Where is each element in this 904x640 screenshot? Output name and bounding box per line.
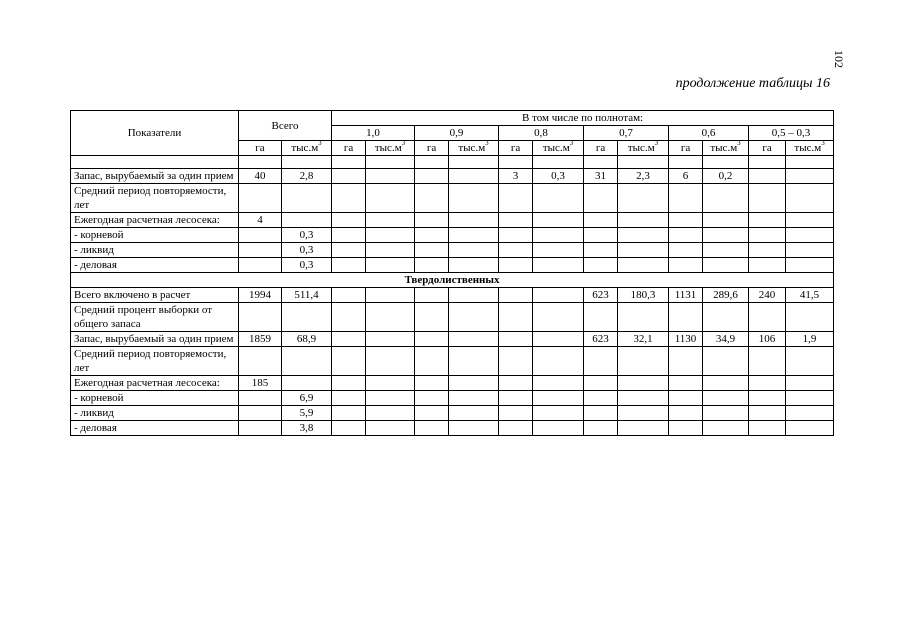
density-header: 0,8: [499, 126, 584, 141]
forest-table: [70, 110, 834, 436]
table-cell: [449, 184, 499, 213]
table-cell: [366, 213, 415, 228]
table-cell: [282, 184, 332, 213]
unit-thousand-m3-header: [703, 141, 749, 156]
table-cell: [786, 391, 834, 406]
table-cell: [584, 213, 618, 228]
table-cell: [282, 213, 332, 228]
table-cell: [415, 406, 449, 421]
table-cell: [499, 228, 533, 243]
unit-ha-header: га: [584, 141, 618, 156]
table-cell: [449, 391, 499, 406]
table-cell: [239, 347, 282, 376]
table-row: [71, 406, 834, 421]
table-cell: [366, 391, 415, 406]
table-cell: [366, 184, 415, 213]
empty-cell: [703, 156, 749, 169]
table-cell: [332, 421, 366, 436]
table-cell: [703, 228, 749, 243]
table-cell: [669, 421, 703, 436]
table-cell: [239, 391, 282, 406]
table-cell: [332, 228, 366, 243]
table-cell: [749, 303, 786, 332]
row-label: - ликвид: [71, 406, 239, 421]
table-cell: [618, 228, 669, 243]
table-row: [71, 421, 834, 436]
table-cell: [415, 243, 449, 258]
unit-superscript: 3: [401, 140, 406, 147]
unit-ha-header: га: [332, 141, 366, 156]
table-cell: [703, 347, 749, 376]
table-cell: [533, 184, 584, 213]
table-cell: [618, 243, 669, 258]
table-cell: [786, 258, 834, 273]
table-cell: [366, 376, 415, 391]
spacer-row: [71, 156, 834, 169]
table-cell: [449, 169, 499, 184]
table-cell: [239, 184, 282, 213]
table-cell: [449, 332, 499, 347]
table-cell: [533, 258, 584, 273]
table-cell: [239, 406, 282, 421]
empty-cell: [449, 156, 499, 169]
table-cell: [366, 421, 415, 436]
table-cell: [449, 376, 499, 391]
table-cell: [618, 347, 669, 376]
table-body: [71, 156, 834, 436]
density-header: 0,9: [415, 126, 499, 141]
table-cell: [786, 184, 834, 213]
empty-cell: [584, 156, 618, 169]
unit-base: тыс.м: [374, 142, 402, 154]
table-cell: 106: [749, 332, 786, 347]
table-cell: [533, 347, 584, 376]
row-label: - деловая: [71, 421, 239, 436]
unit-base: тыс.м: [458, 142, 486, 154]
table-cell: [282, 303, 332, 332]
table-cell: [749, 243, 786, 258]
table-cell: [332, 391, 366, 406]
table-cell: 623: [584, 332, 618, 347]
section-title: Твердолиственных: [71, 273, 834, 288]
table-cell: 0,2: [703, 169, 749, 184]
unit-ha-header: га: [499, 141, 533, 156]
table-row: [71, 332, 834, 347]
table-cell: [282, 376, 332, 391]
table-cell: [415, 228, 449, 243]
table-cell: [786, 406, 834, 421]
table-cell: [449, 421, 499, 436]
table-cell: [239, 421, 282, 436]
header-including: В том числе по полнотам:: [332, 111, 834, 126]
table-cell: [749, 184, 786, 213]
table-cell: 1994: [239, 288, 282, 303]
table-cell: [533, 228, 584, 243]
table-cell: 511,4: [282, 288, 332, 303]
table-cell: [533, 332, 584, 347]
unit-thousand-m3-header: [282, 141, 332, 156]
table-cell: [499, 347, 533, 376]
table-cell: [786, 169, 834, 184]
page-number: 102: [832, 50, 846, 68]
unit-thousand-m3-header: [533, 141, 584, 156]
table-cell: [749, 169, 786, 184]
table-cell: [332, 288, 366, 303]
row-label: Всего включено в расчет: [71, 288, 239, 303]
table-cell: 1131: [669, 288, 703, 303]
table-cell: 0,3: [282, 228, 332, 243]
table-cell: [533, 391, 584, 406]
empty-cell: [332, 156, 366, 169]
unit-superscript: 3: [569, 140, 574, 147]
table-cell: [749, 376, 786, 391]
table-cell: [449, 213, 499, 228]
table-cell: [703, 258, 749, 273]
unit-superscript: 3: [821, 140, 825, 147]
table-cell: [786, 347, 834, 376]
table-cell: [415, 347, 449, 376]
table-row: [71, 391, 834, 406]
table-cell: [703, 406, 749, 421]
table-cell: [703, 376, 749, 391]
table-cell: [584, 406, 618, 421]
empty-cell: [415, 156, 449, 169]
table-cell: [332, 303, 366, 332]
table-cell: [415, 258, 449, 273]
table-cell: [499, 303, 533, 332]
table-cell: [366, 243, 415, 258]
table-cell: [449, 243, 499, 258]
table-cell: [669, 303, 703, 332]
table-cell: [332, 184, 366, 213]
unit-ha-header: га: [415, 141, 449, 156]
row-label: Запас, вырубаемый за один прием: [71, 169, 239, 184]
table-cell: [415, 169, 449, 184]
table-row: [71, 258, 834, 273]
table-cell: [786, 228, 834, 243]
table-cell: [499, 406, 533, 421]
table-cell: [366, 332, 415, 347]
table-cell: [618, 213, 669, 228]
table-cell: 0,3: [282, 243, 332, 258]
table-cell: [239, 258, 282, 273]
table-cell: [499, 258, 533, 273]
table-cell: [449, 406, 499, 421]
table-cell: 32,1: [618, 332, 669, 347]
table-cell: [703, 213, 749, 228]
table-cell: [703, 184, 749, 213]
empty-cell: [239, 156, 282, 169]
unit-base: тыс.м: [794, 142, 822, 154]
table-cell: [499, 184, 533, 213]
table-cell: [669, 213, 703, 228]
table-cell: 40: [239, 169, 282, 184]
table-cell: [669, 347, 703, 376]
table-row: [71, 213, 834, 228]
table-cell: [749, 228, 786, 243]
table-cell: [366, 303, 415, 332]
table-cell: 41,5: [786, 288, 834, 303]
row-label: Ежегодная расчетная лесосека:: [71, 376, 239, 391]
table-row: [71, 376, 834, 391]
table-cell: [786, 303, 834, 332]
table-cell: [618, 421, 669, 436]
table-cell: 2,3: [618, 169, 669, 184]
table-cell: [366, 288, 415, 303]
unit-base: тыс.м: [627, 142, 655, 154]
table-cell: [332, 213, 366, 228]
table-cell: 1130: [669, 332, 703, 347]
table-cell: [584, 228, 618, 243]
table-cell: 6: [669, 169, 703, 184]
row-label: Ежегодная расчетная лесосека:: [71, 213, 239, 228]
table-cell: [449, 228, 499, 243]
unit-thousand-m3-header: [366, 141, 415, 156]
density-header: 0,7: [584, 126, 669, 141]
empty-cell: [786, 156, 834, 169]
table-cell: [366, 228, 415, 243]
table-row: [71, 303, 834, 332]
empty-cell: [749, 156, 786, 169]
table-cell: [786, 421, 834, 436]
row-label: Средний период повторяемости, лет: [71, 347, 239, 376]
table-cell: [584, 421, 618, 436]
empty-cell: [669, 156, 703, 169]
table-cell: [533, 406, 584, 421]
table-cell: [499, 332, 533, 347]
empty-cell: [282, 156, 332, 169]
table-continuation-caption: продолжение таблицы 16: [675, 76, 830, 91]
row-label: - корневой: [71, 391, 239, 406]
empty-cell: [499, 156, 533, 169]
table-cell: [239, 303, 282, 332]
table-row: [71, 347, 834, 376]
table-cell: [449, 288, 499, 303]
table-cell: [332, 169, 366, 184]
table-cell: [618, 391, 669, 406]
table-cell: 6,9: [282, 391, 332, 406]
density-header: 0,6: [669, 126, 749, 141]
table-cell: 240: [749, 288, 786, 303]
table-row: [71, 228, 834, 243]
table-cell: [415, 213, 449, 228]
table-cell: 3,8: [282, 421, 332, 436]
table-row: [71, 169, 834, 184]
table-cell: [749, 213, 786, 228]
unit-superscript: 3: [318, 140, 322, 147]
unit-superscript: 3: [737, 140, 741, 147]
header-indicators: Показатели: [71, 111, 239, 156]
row-label: Средний период повторяемости, лет: [71, 184, 239, 213]
table-cell: [703, 243, 749, 258]
table-cell: [669, 228, 703, 243]
table-cell: [499, 213, 533, 228]
table-cell: [749, 347, 786, 376]
table-cell: 289,6: [703, 288, 749, 303]
unit-base: тыс.м: [710, 142, 738, 154]
table-cell: [533, 288, 584, 303]
table-cell: 0,3: [533, 169, 584, 184]
table-cell: [618, 258, 669, 273]
table-cell: [449, 303, 499, 332]
table-cell: 68,9: [282, 332, 332, 347]
empty-cell: [618, 156, 669, 169]
unit-base: тыс.м: [542, 142, 570, 154]
table-cell: [332, 376, 366, 391]
table-cell: [584, 243, 618, 258]
table-cell: [366, 347, 415, 376]
table-cell: [332, 243, 366, 258]
table-cell: [533, 376, 584, 391]
unit-thousand-m3-header: [449, 141, 499, 156]
table-cell: [786, 376, 834, 391]
table-cell: [366, 169, 415, 184]
table-cell: [584, 347, 618, 376]
table-cell: [366, 406, 415, 421]
table-cell: [669, 391, 703, 406]
table-cell: [703, 303, 749, 332]
table-cell: [669, 406, 703, 421]
table-cell: [618, 376, 669, 391]
table-cell: [415, 421, 449, 436]
unit-base: тыс.м: [291, 142, 319, 154]
table-cell: 5,9: [282, 406, 332, 421]
table-cell: [749, 258, 786, 273]
table-cell: [332, 258, 366, 273]
table-cell: 4: [239, 213, 282, 228]
unit-ha-header: га: [749, 141, 786, 156]
table-cell: [749, 421, 786, 436]
table-cell: [332, 347, 366, 376]
table-cell: [533, 213, 584, 228]
table-cell: 3: [499, 169, 533, 184]
density-header: 0,5 – 0,3: [749, 126, 834, 141]
table-cell: 31: [584, 169, 618, 184]
table-cell: [499, 288, 533, 303]
table-cell: 2,8: [282, 169, 332, 184]
table-cell: [499, 243, 533, 258]
table-cell: [618, 184, 669, 213]
unit-superscript: 3: [485, 140, 489, 147]
table-cell: [584, 303, 618, 332]
table-cell: [669, 258, 703, 273]
table-cell: [499, 391, 533, 406]
table-cell: [533, 303, 584, 332]
table-row: [71, 184, 834, 213]
header-total: Всего: [239, 111, 332, 141]
table-cell: [239, 243, 282, 258]
table-cell: [669, 184, 703, 213]
table-cell: [786, 243, 834, 258]
table-cell: [533, 421, 584, 436]
table-cell: 0,3: [282, 258, 332, 273]
table-cell: 34,9: [703, 332, 749, 347]
table-row: [71, 243, 834, 258]
table-cell: [415, 303, 449, 332]
table-cell: [584, 184, 618, 213]
table-cell: [669, 376, 703, 391]
unit-thousand-m3-header: [786, 141, 834, 156]
table-cell: [703, 421, 749, 436]
table-cell: [239, 228, 282, 243]
row-label: - корневой: [71, 228, 239, 243]
table-cell: [499, 376, 533, 391]
table-cell: 1859: [239, 332, 282, 347]
empty-cell: [533, 156, 584, 169]
table-cell: [749, 391, 786, 406]
table-cell: 185: [239, 376, 282, 391]
row-label: Средний процент выборки от общего запаса: [71, 303, 239, 332]
table-cell: [584, 391, 618, 406]
table-cell: [366, 258, 415, 273]
row-label: - деловая: [71, 258, 239, 273]
table-cell: [449, 347, 499, 376]
table-cell: 623: [584, 288, 618, 303]
table-cell: [618, 303, 669, 332]
unit-ha-header: га: [239, 141, 282, 156]
table-cell: [584, 376, 618, 391]
table-row: [71, 288, 834, 303]
table-cell: [449, 258, 499, 273]
density-header: 1,0: [332, 126, 415, 141]
unit-superscript: 3: [654, 140, 659, 147]
table-cell: [332, 332, 366, 347]
row-label: - ликвид: [71, 243, 239, 258]
table-cell: [749, 406, 786, 421]
table-cell: [703, 391, 749, 406]
table-cell: [415, 288, 449, 303]
table-cell: [533, 243, 584, 258]
empty-cell: [71, 156, 239, 169]
table-cell: [499, 421, 533, 436]
table-cell: 180,3: [618, 288, 669, 303]
table-cell: [584, 258, 618, 273]
empty-cell: [366, 156, 415, 169]
section-title-row: [71, 273, 834, 288]
table-cell: [415, 376, 449, 391]
table-cell: [618, 406, 669, 421]
table-cell: [415, 391, 449, 406]
table-cell: [786, 213, 834, 228]
table-cell: [415, 332, 449, 347]
row-label: Запас, вырубаемый за один прием: [71, 332, 239, 347]
unit-ha-header: га: [669, 141, 703, 156]
table-cell: [669, 243, 703, 258]
table-cell: [282, 347, 332, 376]
table-cell: 1,9: [786, 332, 834, 347]
unit-thousand-m3-header: [618, 141, 669, 156]
table-cell: [415, 184, 449, 213]
table-cell: [332, 406, 366, 421]
